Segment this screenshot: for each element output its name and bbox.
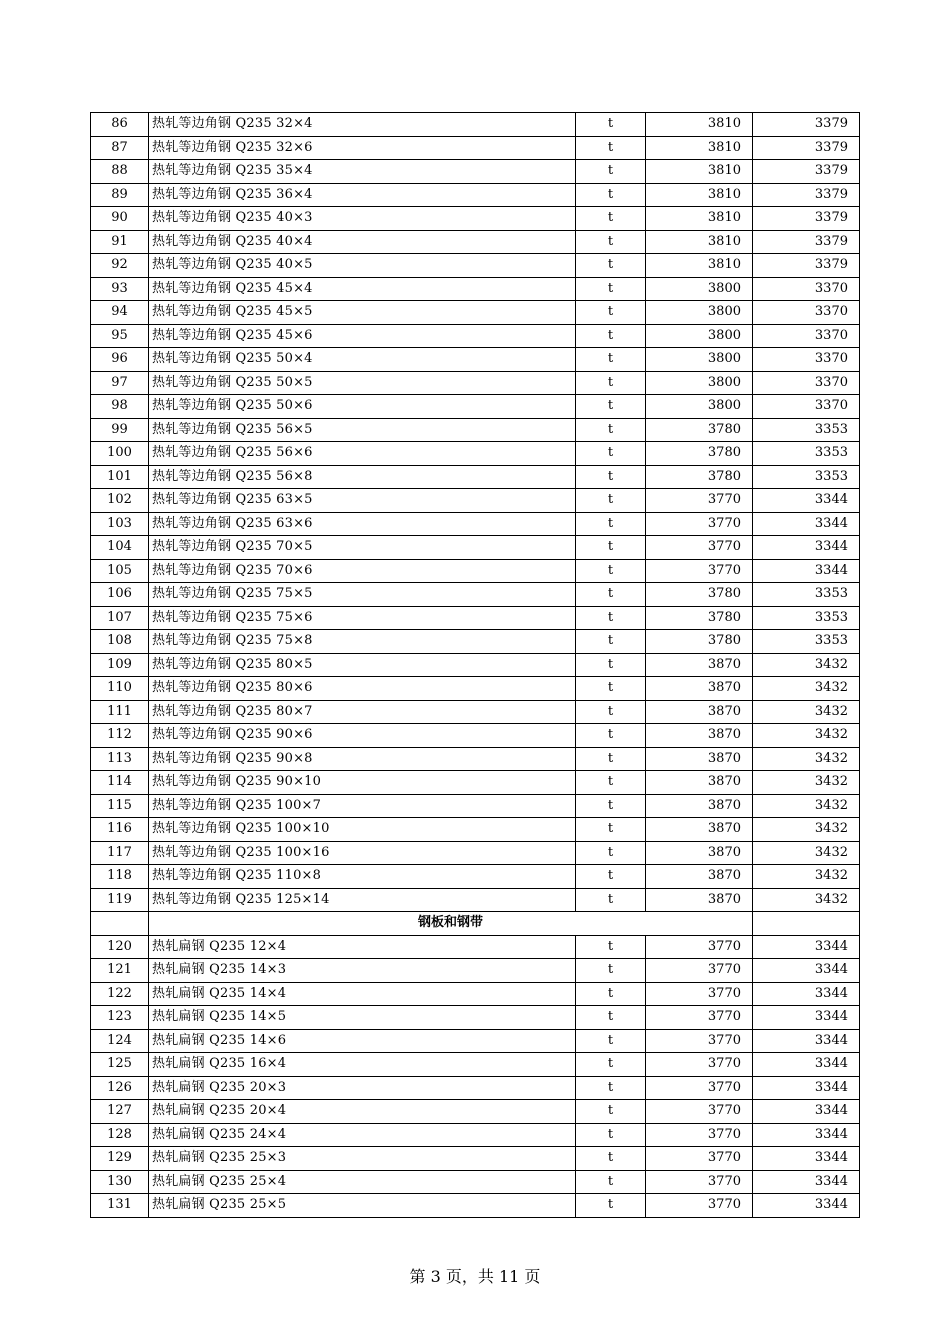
- unit-cell: t: [576, 301, 646, 325]
- table-row: [91, 935, 860, 959]
- price-cell-2: 3344: [753, 1123, 860, 1147]
- item-name-cell: 热轧等边角钢 Q235 70×5: [149, 536, 576, 560]
- price-cell-2: 3344: [753, 1053, 860, 1077]
- price-cell-2: 3379: [753, 136, 860, 160]
- row-number-cell: 108: [91, 630, 149, 654]
- price-cell-2: 3379: [753, 160, 860, 184]
- table-row: [91, 1029, 860, 1053]
- table-row: [91, 630, 860, 654]
- table-row: [91, 371, 860, 395]
- price-cell-1: 3770: [646, 1170, 753, 1194]
- price-cell-1: 3770: [646, 982, 753, 1006]
- item-name-cell: 热轧等边角钢 Q235 40×4: [149, 230, 576, 254]
- row-number-cell: 106: [91, 583, 149, 607]
- item-name-cell: 热轧扁钢 Q235 20×3: [149, 1076, 576, 1100]
- unit-cell: t: [576, 324, 646, 348]
- unit-cell: t: [576, 1053, 646, 1077]
- price-cell-1: 3810: [646, 207, 753, 231]
- unit-cell: t: [576, 1029, 646, 1053]
- price-cell-2: 3379: [753, 183, 860, 207]
- unit-cell: t: [576, 818, 646, 842]
- table-row: [91, 1100, 860, 1124]
- item-name-cell: 热轧等边角钢 Q235 40×3: [149, 207, 576, 231]
- unit-cell: t: [576, 606, 646, 630]
- row-number-cell: 88: [91, 160, 149, 184]
- unit-cell: t: [576, 489, 646, 513]
- table-row: [91, 888, 860, 912]
- row-number-cell: 128: [91, 1123, 149, 1147]
- table-row: [91, 1147, 860, 1171]
- price-cell-1: 3810: [646, 254, 753, 278]
- row-number-cell: 90: [91, 207, 149, 231]
- price-cell-1: 3870: [646, 771, 753, 795]
- item-name-cell: 热轧扁钢 Q235 20×4: [149, 1100, 576, 1124]
- page-number-text: 第 3 页，共 11 页: [409, 1267, 541, 1286]
- price-cell-2: 3379: [753, 230, 860, 254]
- table-row: [91, 747, 860, 771]
- table-row: [91, 653, 860, 677]
- unit-cell: t: [576, 348, 646, 372]
- item-name-cell: 热轧等边角钢 Q235 90×6: [149, 724, 576, 748]
- unit-cell: t: [576, 959, 646, 983]
- price-cell-2: 3432: [753, 677, 860, 701]
- item-name-cell: 热轧扁钢 Q235 25×5: [149, 1194, 576, 1218]
- row-number-cell: 110: [91, 677, 149, 701]
- price-cell-1: 3870: [646, 653, 753, 677]
- price-cell-1: 3780: [646, 465, 753, 489]
- price-cell-2: 3370: [753, 348, 860, 372]
- price-cell-2: 3370: [753, 395, 860, 419]
- table-row: [91, 136, 860, 160]
- item-name-cell: 热轧等边角钢 Q235 80×5: [149, 653, 576, 677]
- table-row: [91, 841, 860, 865]
- unit-cell: t: [576, 794, 646, 818]
- unit-cell: t: [576, 395, 646, 419]
- table-row: [91, 113, 860, 137]
- table-row: [91, 1170, 860, 1194]
- unit-cell: t: [576, 771, 646, 795]
- unit-cell: t: [576, 935, 646, 959]
- price-cell-2: 3353: [753, 606, 860, 630]
- row-number-cell: 87: [91, 136, 149, 160]
- price-cell-2: 3432: [753, 794, 860, 818]
- row-number-cell: 112: [91, 724, 149, 748]
- price-cell-2: 3344: [753, 1100, 860, 1124]
- price-cell-2: 3344: [753, 512, 860, 536]
- item-name-cell: 热轧等边角钢 Q235 100×10: [149, 818, 576, 842]
- item-name-cell: 热轧等边角钢 Q235 50×4: [149, 348, 576, 372]
- price-cell-2: 3432: [753, 724, 860, 748]
- unit-cell: t: [576, 865, 646, 889]
- unit-cell: t: [576, 1123, 646, 1147]
- price-cell-1: 3770: [646, 1076, 753, 1100]
- row-number-cell: 115: [91, 794, 149, 818]
- unit-cell: t: [576, 1170, 646, 1194]
- row-number-cell: 93: [91, 277, 149, 301]
- price-cell-2: 3344: [753, 1029, 860, 1053]
- item-name-cell: 热轧等边角钢 Q235 32×6: [149, 136, 576, 160]
- price-cell-2: 3432: [753, 818, 860, 842]
- item-name-cell: 热轧扁钢 Q235 14×6: [149, 1029, 576, 1053]
- table-row: [91, 465, 860, 489]
- price-cell-2: 3370: [753, 324, 860, 348]
- unit-cell: t: [576, 160, 646, 184]
- price-cell-2: 3379: [753, 254, 860, 278]
- price-cell-2: 3432: [753, 771, 860, 795]
- price-cell-1: 3770: [646, 1053, 753, 1077]
- table-row: [91, 183, 860, 207]
- price-cell-1: 3770: [646, 489, 753, 513]
- row-number-cell: 120: [91, 935, 149, 959]
- unit-cell: t: [576, 982, 646, 1006]
- row-number-cell: 105: [91, 559, 149, 583]
- item-name-cell: 热轧扁钢 Q235 12×4: [149, 935, 576, 959]
- price-cell-1: 3770: [646, 1029, 753, 1053]
- price-cell-2: 3370: [753, 301, 860, 325]
- price-table: [90, 112, 860, 1218]
- price-cell-1: 3780: [646, 630, 753, 654]
- table-row: [91, 865, 860, 889]
- item-name-cell: 热轧等边角钢 Q235 90×8: [149, 747, 576, 771]
- table-row: [91, 277, 860, 301]
- price-cell-1: 3770: [646, 1194, 753, 1218]
- table-row: [91, 418, 860, 442]
- table-row: [91, 1123, 860, 1147]
- row-number-cell: 102: [91, 489, 149, 513]
- unit-cell: t: [576, 1076, 646, 1100]
- price-cell-2: 3344: [753, 536, 860, 560]
- row-number-cell: 116: [91, 818, 149, 842]
- price-cell-2: 3432: [753, 888, 860, 912]
- row-number-cell: 122: [91, 982, 149, 1006]
- price-cell-2: 3344: [753, 1076, 860, 1100]
- row-number-cell: 91: [91, 230, 149, 254]
- row-number-cell: 114: [91, 771, 149, 795]
- table-row: [91, 583, 860, 607]
- section-blank-cell: [91, 912, 149, 936]
- unit-cell: t: [576, 1006, 646, 1030]
- unit-cell: t: [576, 583, 646, 607]
- price-cell-2: 3432: [753, 700, 860, 724]
- item-name-cell: 热轧扁钢 Q235 14×4: [149, 982, 576, 1006]
- row-number-cell: 99: [91, 418, 149, 442]
- unit-cell: t: [576, 113, 646, 137]
- price-cell-1: 3870: [646, 794, 753, 818]
- section-blank-cell: [753, 912, 860, 936]
- table-row: [91, 160, 860, 184]
- item-name-cell: 热轧等边角钢 Q235 80×7: [149, 700, 576, 724]
- price-cell-1: 3870: [646, 747, 753, 771]
- price-cell-2: 3353: [753, 630, 860, 654]
- price-cell-2: 3379: [753, 207, 860, 231]
- unit-cell: t: [576, 1194, 646, 1218]
- price-cell-2: 3432: [753, 747, 860, 771]
- table-row: [91, 724, 860, 748]
- price-cell-1: 3800: [646, 324, 753, 348]
- row-number-cell: 127: [91, 1100, 149, 1124]
- item-name-cell: 热轧等边角钢 Q235 75×5: [149, 583, 576, 607]
- row-number-cell: 109: [91, 653, 149, 677]
- item-name-cell: 热轧等边角钢 Q235 75×8: [149, 630, 576, 654]
- row-number-cell: 86: [91, 113, 149, 137]
- unit-cell: t: [576, 183, 646, 207]
- table-row: [91, 606, 860, 630]
- row-number-cell: 121: [91, 959, 149, 983]
- price-cell-1: 3770: [646, 1147, 753, 1171]
- row-number-cell: 123: [91, 1006, 149, 1030]
- price-cell-1: 3780: [646, 606, 753, 630]
- table-row: [91, 230, 860, 254]
- table-row: [91, 959, 860, 983]
- price-cell-2: 3344: [753, 489, 860, 513]
- row-number-cell: 107: [91, 606, 149, 630]
- item-name-cell: 热轧等边角钢 Q235 36×4: [149, 183, 576, 207]
- table-row: [91, 771, 860, 795]
- table-row: [91, 512, 860, 536]
- price-cell-1: 3800: [646, 395, 753, 419]
- row-number-cell: 94: [91, 301, 149, 325]
- price-cell-2: 3353: [753, 418, 860, 442]
- item-name-cell: 热轧等边角钢 Q235 45×6: [149, 324, 576, 348]
- table-row: [91, 700, 860, 724]
- price-cell-1: 3810: [646, 230, 753, 254]
- row-number-cell: 117: [91, 841, 149, 865]
- price-cell-1: 3770: [646, 935, 753, 959]
- unit-cell: t: [576, 230, 646, 254]
- unit-cell: t: [576, 207, 646, 231]
- price-cell-1: 3770: [646, 1006, 753, 1030]
- item-name-cell: 热轧扁钢 Q235 14×3: [149, 959, 576, 983]
- unit-cell: t: [576, 1100, 646, 1124]
- price-cell-1: 3870: [646, 677, 753, 701]
- price-cell-1: 3770: [646, 512, 753, 536]
- table-row: [91, 1053, 860, 1077]
- price-cell-1: 3870: [646, 841, 753, 865]
- unit-cell: t: [576, 442, 646, 466]
- unit-cell: t: [576, 536, 646, 560]
- price-cell-1: 3870: [646, 818, 753, 842]
- item-name-cell: 热轧等边角钢 Q235 90×10: [149, 771, 576, 795]
- unit-cell: t: [576, 512, 646, 536]
- item-name-cell: 热轧等边角钢 Q235 125×14: [149, 888, 576, 912]
- price-cell-1: 3810: [646, 113, 753, 137]
- item-name-cell: 热轧扁钢 Q235 24×4: [149, 1123, 576, 1147]
- unit-cell: t: [576, 371, 646, 395]
- price-cell-2: 3432: [753, 865, 860, 889]
- item-name-cell: 热轧等边角钢 Q235 63×5: [149, 489, 576, 513]
- row-number-cell: 130: [91, 1170, 149, 1194]
- row-number-cell: 118: [91, 865, 149, 889]
- price-cell-2: 3344: [753, 1006, 860, 1030]
- item-name-cell: 热轧等边角钢 Q235 75×6: [149, 606, 576, 630]
- price-cell-1: 3770: [646, 1123, 753, 1147]
- price-cell-1: 3810: [646, 136, 753, 160]
- price-cell-1: 3780: [646, 583, 753, 607]
- item-name-cell: 热轧等边角钢 Q235 70×6: [149, 559, 576, 583]
- table-row: [91, 254, 860, 278]
- price-cell-1: 3770: [646, 536, 753, 560]
- unit-cell: t: [576, 747, 646, 771]
- price-cell-1: 3870: [646, 888, 753, 912]
- item-name-cell: 热轧等边角钢 Q235 50×6: [149, 395, 576, 419]
- row-number-cell: 103: [91, 512, 149, 536]
- row-number-cell: 129: [91, 1147, 149, 1171]
- section-title: 钢板和钢带: [149, 912, 753, 936]
- item-name-cell: 热轧等边角钢 Q235 100×7: [149, 794, 576, 818]
- row-number-cell: 101: [91, 465, 149, 489]
- row-number-cell: 131: [91, 1194, 149, 1218]
- unit-cell: t: [576, 1147, 646, 1171]
- item-name-cell: 热轧等边角钢 Q235 63×6: [149, 512, 576, 536]
- section-header-row: [91, 912, 860, 936]
- item-name-cell: 热轧等边角钢 Q235 56×8: [149, 465, 576, 489]
- price-cell-2: 3344: [753, 959, 860, 983]
- price-cell-2: 3344: [753, 1170, 860, 1194]
- price-cell-2: 3344: [753, 982, 860, 1006]
- row-number-cell: 111: [91, 700, 149, 724]
- table-row: [91, 1006, 860, 1030]
- item-name-cell: 热轧等边角钢 Q235 110×8: [149, 865, 576, 889]
- price-cell-1: 3770: [646, 1100, 753, 1124]
- table-row: [91, 559, 860, 583]
- price-cell-1: 3870: [646, 865, 753, 889]
- row-number-cell: 97: [91, 371, 149, 395]
- item-name-cell: 热轧等边角钢 Q235 80×6: [149, 677, 576, 701]
- price-cell-2: 3344: [753, 935, 860, 959]
- price-cell-1: 3770: [646, 559, 753, 583]
- price-cell-2: 3344: [753, 1147, 860, 1171]
- price-cell-1: 3800: [646, 348, 753, 372]
- row-number-cell: 125: [91, 1053, 149, 1077]
- price-cell-2: 3344: [753, 1194, 860, 1218]
- price-cell-1: 3770: [646, 959, 753, 983]
- row-number-cell: 126: [91, 1076, 149, 1100]
- price-cell-2: 3432: [753, 841, 860, 865]
- table-row: [91, 207, 860, 231]
- price-cell-2: 3379: [753, 113, 860, 137]
- item-name-cell: 热轧等边角钢 Q235 40×5: [149, 254, 576, 278]
- row-number-cell: 98: [91, 395, 149, 419]
- unit-cell: t: [576, 277, 646, 301]
- unit-cell: t: [576, 559, 646, 583]
- unit-cell: t: [576, 630, 646, 654]
- unit-cell: t: [576, 653, 646, 677]
- table-row: [91, 794, 860, 818]
- item-name-cell: 热轧等边角钢 Q235 45×5: [149, 301, 576, 325]
- price-cell-2: 3353: [753, 442, 860, 466]
- price-table-body: [91, 113, 860, 1218]
- unit-cell: t: [576, 254, 646, 278]
- unit-cell: t: [576, 841, 646, 865]
- row-number-cell: 119: [91, 888, 149, 912]
- table-row: [91, 1076, 860, 1100]
- unit-cell: t: [576, 724, 646, 748]
- price-cell-2: 3344: [753, 559, 860, 583]
- table-row: [91, 395, 860, 419]
- table-row: [91, 301, 860, 325]
- price-cell-1: 3780: [646, 418, 753, 442]
- unit-cell: t: [576, 418, 646, 442]
- item-name-cell: 热轧等边角钢 Q235 35×4: [149, 160, 576, 184]
- table-row: [91, 1194, 860, 1218]
- unit-cell: t: [576, 677, 646, 701]
- row-number-cell: 89: [91, 183, 149, 207]
- table-row: [91, 536, 860, 560]
- item-name-cell: 热轧扁钢 Q235 25×3: [149, 1147, 576, 1171]
- item-name-cell: 热轧等边角钢 Q235 32×4: [149, 113, 576, 137]
- item-name-cell: 热轧扁钢 Q235 14×5: [149, 1006, 576, 1030]
- price-cell-1: 3870: [646, 724, 753, 748]
- price-cell-1: 3780: [646, 442, 753, 466]
- price-cell-1: 3810: [646, 183, 753, 207]
- row-number-cell: 92: [91, 254, 149, 278]
- table-row: [91, 677, 860, 701]
- price-cell-1: 3870: [646, 700, 753, 724]
- row-number-cell: 124: [91, 1029, 149, 1053]
- item-name-cell: 热轧等边角钢 Q235 45×4: [149, 277, 576, 301]
- item-name-cell: 热轧扁钢 Q235 16×4: [149, 1053, 576, 1077]
- table-row: [91, 442, 860, 466]
- row-number-cell: 96: [91, 348, 149, 372]
- table-row: [91, 489, 860, 513]
- price-cell-2: 3353: [753, 583, 860, 607]
- table-row: [91, 982, 860, 1006]
- price-cell-1: 3800: [646, 371, 753, 395]
- price-cell-1: 3800: [646, 301, 753, 325]
- price-cell-2: 3370: [753, 371, 860, 395]
- item-name-cell: 热轧扁钢 Q235 25×4: [149, 1170, 576, 1194]
- unit-cell: t: [576, 465, 646, 489]
- table-row: [91, 324, 860, 348]
- table-row: [91, 348, 860, 372]
- row-number-cell: 95: [91, 324, 149, 348]
- price-cell-1: 3810: [646, 160, 753, 184]
- unit-cell: t: [576, 888, 646, 912]
- price-cell-2: 3370: [753, 277, 860, 301]
- table-row: [91, 818, 860, 842]
- row-number-cell: 100: [91, 442, 149, 466]
- unit-cell: t: [576, 700, 646, 724]
- item-name-cell: 热轧等边角钢 Q235 50×5: [149, 371, 576, 395]
- row-number-cell: 104: [91, 536, 149, 560]
- price-cell-2: 3432: [753, 653, 860, 677]
- page-footer: [0, 1264, 950, 1287]
- item-name-cell: 热轧等边角钢 Q235 56×5: [149, 418, 576, 442]
- row-number-cell: 113: [91, 747, 149, 771]
- item-name-cell: 热轧等边角钢 Q235 56×6: [149, 442, 576, 466]
- price-cell-1: 3800: [646, 277, 753, 301]
- unit-cell: t: [576, 136, 646, 160]
- item-name-cell: 热轧等边角钢 Q235 100×16: [149, 841, 576, 865]
- price-cell-2: 3353: [753, 465, 860, 489]
